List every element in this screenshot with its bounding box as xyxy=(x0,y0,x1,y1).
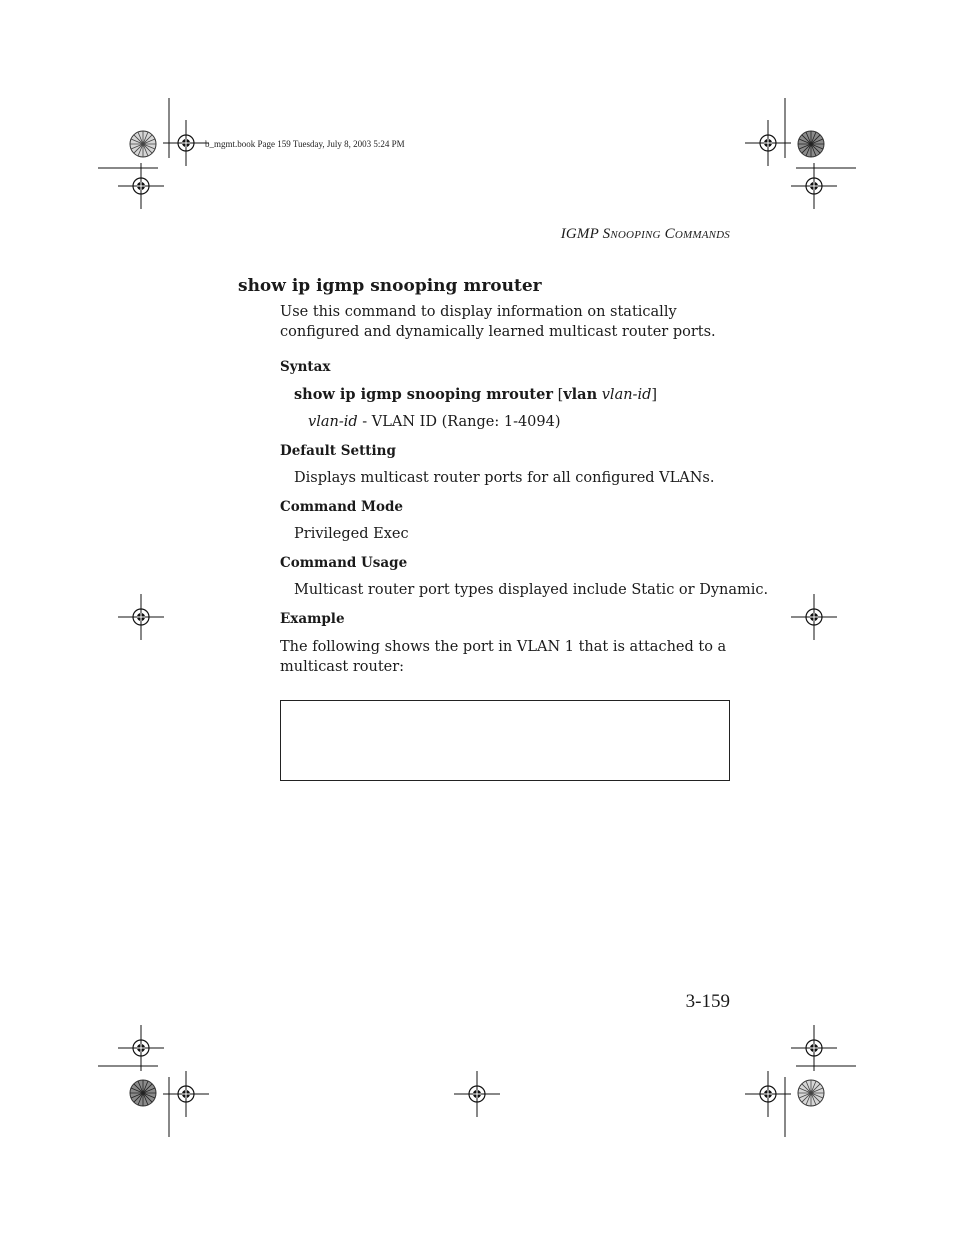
syntax-param: vlan-id xyxy=(601,387,652,403)
mode-text: Privileged Exec xyxy=(294,526,409,542)
header-part: C xyxy=(660,226,675,242)
usage-text: Multicast router port types displayed include Static or Dynamic. xyxy=(294,582,769,598)
command-description: Use this command to display information on statically configured and dynamically learned multicast router ports. xyxy=(280,304,716,340)
header-smallcaps: OMMANDS xyxy=(674,229,730,241)
example-code-box xyxy=(280,700,730,781)
param-name: vlan-id xyxy=(308,414,358,430)
example-heading: Example xyxy=(280,611,345,627)
syntax-line xyxy=(294,386,657,403)
page-number: 3-159 xyxy=(685,991,730,1012)
usage-heading: Command Usage xyxy=(280,555,408,571)
default-text: Displays multicast router ports for all configured VLANs. xyxy=(294,470,715,486)
default-heading: Default Setting xyxy=(280,443,396,459)
running-header xyxy=(561,226,730,243)
command-title: show ip igmp snooping mrouter xyxy=(238,276,542,296)
syntax-bracket: [ xyxy=(552,387,564,403)
param-desc: - VLAN ID (Range: 1-4094) xyxy=(357,414,561,430)
mode-heading: Command Mode xyxy=(280,499,403,515)
syntax-command: show ip igmp snooping mrouter xyxy=(294,386,553,403)
book-slug: b_mgmt.book Page 159 Tuesday, July 8, 2003 5:24 PM xyxy=(205,139,405,149)
header-smallcaps: NOOPING xyxy=(610,229,661,241)
syntax-bracket: ] xyxy=(651,387,658,403)
example-text: The following shows the port in VLAN 1 that is attached to a multicast router: xyxy=(280,639,727,675)
param-line xyxy=(308,414,561,430)
header-part: IGMP S xyxy=(560,226,611,242)
syntax-keyword: vlan xyxy=(563,386,598,403)
syntax-heading: Syntax xyxy=(280,359,331,375)
